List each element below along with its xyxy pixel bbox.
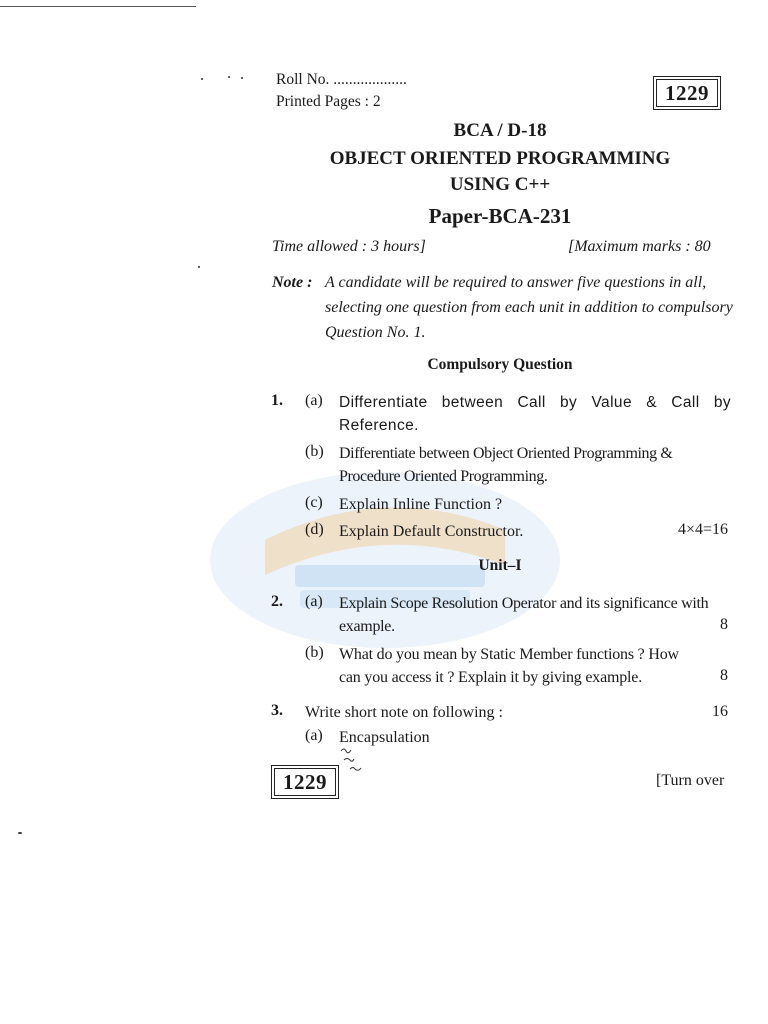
q1b-text: Differentiate between Object Oriented Programming & Procedure Oriented Programming. xyxy=(339,445,673,485)
q2b-label: (b) xyxy=(305,644,324,661)
unit-1-heading: Unit–I xyxy=(478,557,522,574)
scan-speck xyxy=(228,76,230,78)
paper-code-box-top xyxy=(653,76,721,110)
roll-number-line: Roll No. ................... xyxy=(276,71,407,88)
paper-code-box-bottom xyxy=(271,765,339,799)
q1d-label: (d) xyxy=(305,521,324,538)
q3-marks: 16 xyxy=(712,703,728,720)
note-label: Note : xyxy=(272,274,313,291)
handwritten-scribble-icon xyxy=(338,745,378,775)
paper-code-number: 1229 xyxy=(656,79,718,107)
q1c-label: (c) xyxy=(305,494,323,511)
scan-edge-line xyxy=(0,6,196,7)
compulsory-question-heading: Compulsory Question xyxy=(427,356,573,373)
subject-title-line2: USING C++ xyxy=(449,174,551,195)
q1a-label: (a) xyxy=(305,392,323,409)
q2a-label: (a) xyxy=(305,593,323,610)
q1d-text: Explain Default Constructor. xyxy=(339,523,524,540)
note-text: A candidate will be required to answer five questions in all, selecting one question from each unit in addition to compulsory Question No. 1. xyxy=(325,274,733,341)
q3a-label: (a) xyxy=(305,727,323,744)
subject-title-line1: OBJECT ORIENTED PROGRAMMING xyxy=(329,148,671,169)
paper-number: Paper-BCA-231 xyxy=(428,204,572,228)
scan-speck xyxy=(18,832,22,834)
instructions-note xyxy=(272,270,734,345)
course-code: BCA / D-18 xyxy=(453,120,547,141)
q3-text: Write short note on following : xyxy=(305,704,503,721)
time-allowed: Time allowed : 3 hours] xyxy=(272,238,426,255)
q1-marks: 4×4=16 xyxy=(677,521,728,538)
q2b-text: What do you mean by Static Member functions ? How can you access it ? Explain it by giving example. xyxy=(339,646,679,686)
paper-code-number-footer: 1229 xyxy=(274,768,336,796)
q1a-text: Differentiate between Call by Value & Call by Reference. xyxy=(339,394,731,434)
q1b-label: (b) xyxy=(305,443,324,460)
question-2-number: 2. xyxy=(271,593,283,610)
maximum-marks: [Maximum marks : 80 xyxy=(568,238,711,255)
question-1-number: 1. xyxy=(271,392,283,409)
q2a-marks: 8 xyxy=(720,616,728,633)
q3a-text: Encapsulation xyxy=(339,729,430,746)
q1c-text: Explain Inline Function ? xyxy=(339,496,503,513)
question-3-number: 3. xyxy=(271,702,283,719)
scan-speck xyxy=(201,78,203,80)
printed-pages: Printed Pages : 2 xyxy=(276,93,381,110)
turn-over-label: [Turn over xyxy=(656,772,725,789)
q2b-marks: 8 xyxy=(720,667,728,684)
scan-speck xyxy=(241,77,243,79)
q2a-text: Explain Scope Resolution Operator and its significance with example. xyxy=(339,595,709,635)
scan-speck xyxy=(198,266,200,268)
